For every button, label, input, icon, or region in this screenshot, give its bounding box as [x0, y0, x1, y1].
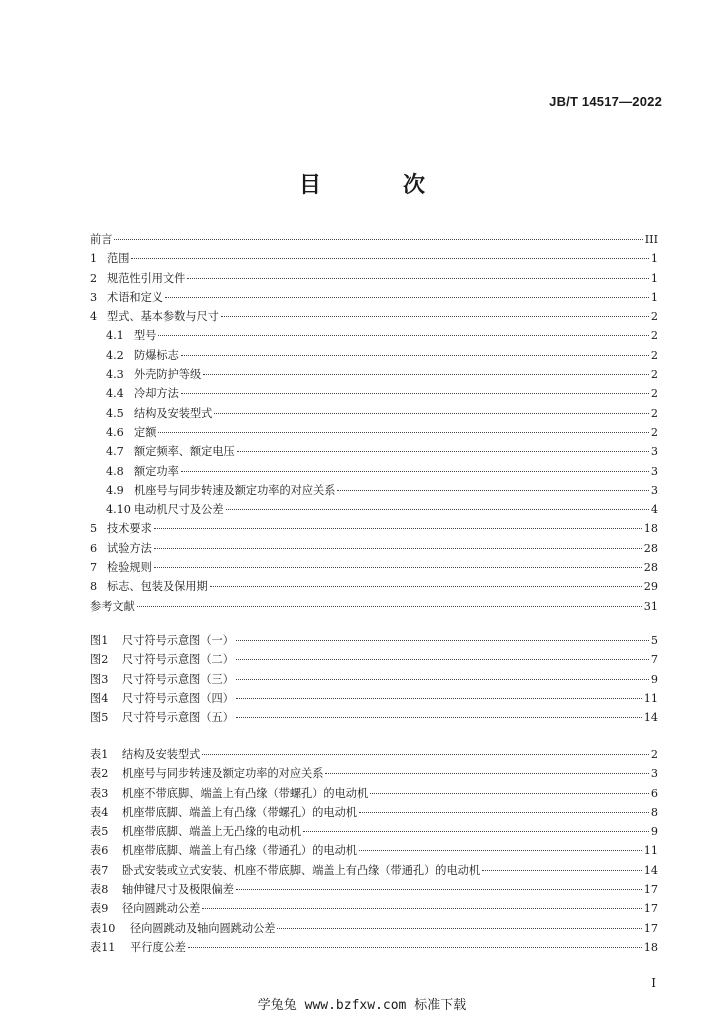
toc-entry-page: 4 — [650, 503, 658, 517]
toc-entry-number: 5 — [90, 522, 98, 536]
toc-entry-number: 图5 — [90, 711, 109, 725]
toc-entry-page: 11 — [643, 844, 658, 858]
toc-entry-number: 4.10 — [106, 503, 131, 517]
dot-leader — [359, 850, 642, 851]
toc-entry-label: 尺寸符号示意图（一） — [122, 634, 234, 647]
toc-entry-page: 2 — [650, 348, 658, 362]
toc-entry-label: 机座号与同步转速及额定功率的对应关系 — [134, 483, 336, 497]
toc-entry-number: 4 — [90, 310, 98, 324]
toc-entry-label: 机座带底脚、端盖上无凸缘的电动机 — [122, 825, 302, 839]
toc-entry-page: 29 — [643, 580, 658, 594]
dot-leader — [158, 335, 648, 336]
toc-entry-label: 卧式安装或立式安装、机座不带底脚、端盖上有凸缘（带通孔）的电动机 — [122, 863, 481, 877]
page-title: 目 次 — [298, 173, 455, 198]
toc-entry-page: 9 — [650, 672, 658, 686]
toc-entry-number: 6 — [90, 541, 98, 555]
toc-entry-page: 1 — [650, 271, 658, 285]
toc-entry-page: 8 — [650, 805, 658, 819]
dot-leader — [214, 413, 649, 414]
toc-entry-label: 机座号与同步转速及额定功率的对应关系 — [122, 767, 324, 781]
toc-entry-number: 表2 — [90, 767, 109, 781]
toc-entry[interactable] — [90, 577, 658, 596]
dot-leader — [165, 297, 649, 298]
toc-entry[interactable] — [90, 919, 658, 938]
toc-entry-page: 2 — [650, 310, 658, 324]
toc-entry[interactable] — [90, 708, 658, 727]
toc-entry-label: 尺寸符号示意图（四） — [122, 691, 234, 705]
toc-entry-page: 2 — [650, 748, 658, 761]
dot-leader — [221, 316, 649, 317]
toc-entry-label: 试验方法 — [107, 541, 152, 555]
toc-entry-label: 额定功率 — [134, 464, 179, 478]
toc-entry[interactable] — [90, 288, 658, 307]
toc-entry-page: 18 — [643, 522, 658, 536]
dot-leader — [181, 471, 649, 472]
dot-leader — [137, 606, 642, 607]
dot-leader — [277, 928, 641, 929]
toc-entry-page: 2 — [650, 387, 658, 401]
toc-entry[interactable] — [90, 880, 658, 899]
dot-leader — [154, 567, 642, 568]
toc-entry[interactable] — [90, 539, 658, 558]
toc-entry-number: 图2 — [90, 653, 109, 667]
toc-entry[interactable] — [90, 784, 658, 803]
toc-entry[interactable] — [90, 365, 658, 384]
toc-entry-page: 1 — [650, 252, 658, 266]
toc-entry[interactable] — [90, 670, 658, 689]
toc-entry-page: 7 — [650, 653, 658, 667]
toc-entry-label: 参考文献 — [90, 599, 135, 613]
toc-entry[interactable] — [90, 597, 658, 616]
toc-entry-page: 28 — [643, 561, 658, 575]
toc-entry-label: 规范性引用文件 — [107, 271, 186, 285]
dot-leader — [158, 432, 648, 433]
toc-entry[interactable] — [90, 558, 658, 577]
dot-leader — [236, 659, 649, 660]
toc-entry[interactable] — [90, 307, 658, 326]
dot-leader — [202, 754, 649, 755]
toc-entry-label: 径向圆跳动及轴向圆跳动公差 — [130, 921, 276, 935]
standard-code: JB/T 14517—2022 — [549, 94, 662, 109]
dot-leader — [370, 793, 649, 794]
toc-entry[interactable] — [90, 841, 658, 860]
toc-entry[interactable] — [90, 650, 658, 669]
toc-entry-page: 14 — [643, 863, 658, 877]
dot-leader — [236, 679, 649, 680]
toc-entry-label: 型式、基本参数与尺寸 — [107, 310, 219, 324]
dot-leader — [181, 355, 649, 356]
toc-entry-label: 型号 — [134, 329, 157, 343]
toc-entry-number: 8 — [90, 580, 98, 594]
toc-entry[interactable] — [90, 423, 658, 442]
page-number: I — [651, 976, 656, 990]
dot-leader — [236, 640, 649, 641]
dot-leader — [325, 773, 648, 774]
toc-entry[interactable] — [90, 404, 658, 423]
toc-entry-number: 表10 — [90, 921, 116, 935]
toc-entry-label: 机座带底脚、端盖上有凸缘（带螺孔）的电动机 — [122, 805, 357, 819]
toc-entry-number: 4.5 — [106, 406, 124, 420]
toc-entry-number: 1 — [90, 252, 98, 266]
toc-entry-number: 表5 — [90, 825, 109, 839]
toc-entry-number: 4.3 — [106, 368, 124, 382]
toc-entry-number: 4.2 — [106, 348, 124, 362]
toc-entry-page: 3 — [650, 483, 658, 497]
toc-entry-label: 外壳防护等级 — [134, 368, 202, 382]
toc-entry-page: 17 — [643, 883, 658, 897]
dot-leader — [337, 490, 648, 491]
toc-entry[interactable] — [90, 822, 658, 841]
toc-entry[interactable] — [90, 481, 658, 500]
toc-entry-label: 平行度公差 — [130, 940, 186, 954]
toc-entry[interactable] — [90, 346, 658, 365]
toc-entry[interactable] — [90, 519, 658, 538]
toc-figures-list — [90, 631, 658, 727]
toc-entry-label: 防爆标志 — [134, 348, 179, 362]
toc-entry-number: 3 — [90, 290, 98, 304]
toc-entry-label: 标志、包装及保用期 — [107, 580, 208, 594]
toc-entry[interactable] — [90, 462, 658, 481]
toc-entry-label: 尺寸符号示意图（二） — [122, 653, 234, 667]
toc-entry-label: 结构及安装型式 — [122, 748, 201, 761]
toc-entry-label: 电动机尺寸及公差 — [134, 503, 224, 517]
toc-entry-page: 3 — [650, 767, 658, 781]
toc-entry-number: 4.7 — [106, 445, 124, 459]
dot-leader — [203, 374, 649, 375]
toc-entry-label: 定额 — [134, 425, 157, 439]
toc-entry-number: 4.8 — [106, 464, 124, 478]
toc-entry-label: 机座带底脚、端盖上有凸缘（带通孔）的电动机 — [122, 844, 357, 858]
toc-entry-page: 3 — [650, 445, 658, 459]
toc-entry-page: 6 — [650, 786, 658, 800]
toc-tables-list — [90, 745, 658, 957]
toc-entry-number: 7 — [90, 561, 98, 575]
toc-entry-page: 2 — [650, 425, 658, 439]
toc-entry-label: 检验规则 — [107, 561, 152, 575]
dot-leader — [131, 258, 648, 259]
toc-entry-number: 表3 — [90, 786, 109, 800]
toc-entry[interactable] — [90, 861, 658, 880]
toc-entry-number: 4.4 — [106, 387, 124, 401]
toc-entry-label: 轴伸键尺寸及极限偏差 — [122, 883, 234, 897]
toc-entry-label: 冷却方法 — [134, 387, 179, 401]
footer-watermark: 学兔兔 www.bzfxw.com 标准下载 — [257, 998, 467, 1013]
toc-entry-number: 表8 — [90, 883, 109, 897]
toc-entry-number: 表1 — [90, 748, 109, 761]
toc-entry-number: 图4 — [90, 691, 109, 705]
dot-leader — [181, 393, 649, 394]
toc-entry-label: 尺寸符号示意图（三） — [122, 672, 234, 686]
toc-entry-page: III — [644, 233, 658, 246]
toc-entry[interactable] — [90, 326, 658, 345]
toc-entry[interactable] — [90, 745, 658, 764]
dot-leader — [359, 812, 649, 813]
dot-leader — [202, 908, 641, 909]
dot-leader — [236, 889, 642, 890]
dot-leader — [236, 698, 642, 699]
toc-entry-page: 17 — [643, 902, 658, 916]
dot-leader — [482, 870, 642, 871]
toc-entry-number: 表11 — [90, 940, 116, 954]
toc-entry-page: 14 — [643, 711, 658, 725]
toc-entry-page: 31 — [643, 599, 658, 613]
toc-entry[interactable] — [90, 764, 658, 783]
toc-entry-number: 表6 — [90, 844, 109, 858]
toc-entry-page: 28 — [643, 541, 658, 555]
dot-leader — [303, 831, 649, 832]
toc-entry[interactable] — [90, 899, 658, 918]
toc-entry-number: 图3 — [90, 672, 109, 686]
toc-sections-list — [90, 230, 658, 616]
toc-entry[interactable] — [90, 938, 658, 957]
toc-entry-page: 11 — [643, 691, 658, 705]
toc-entry-number: 表7 — [90, 863, 109, 877]
toc-entry-label: 前言 — [90, 233, 113, 246]
toc-entry-label: 径向圆跳动公差 — [122, 902, 201, 916]
toc-entry-page: 5 — [650, 634, 658, 647]
toc-entry-page: 2 — [650, 329, 658, 343]
toc-entry-label: 术语和定义 — [107, 290, 163, 304]
toc-entry[interactable] — [90, 442, 658, 461]
dot-leader — [210, 586, 642, 587]
toc-entry[interactable] — [90, 500, 658, 519]
toc-entry-page: 2 — [650, 368, 658, 382]
toc-entry-page: 17 — [643, 921, 658, 935]
toc-entry-label: 尺寸符号示意图（五） — [122, 711, 234, 725]
toc-entry-number: 4.9 — [106, 483, 124, 497]
toc-entry-number: 表4 — [90, 805, 109, 819]
toc-entry-page: 3 — [650, 464, 658, 478]
toc-entry[interactable] — [90, 230, 658, 249]
toc-entry-number: 2 — [90, 271, 98, 285]
toc-entry[interactable] — [90, 269, 658, 288]
toc-entry[interactable] — [90, 384, 658, 403]
toc-entry-number: 4.6 — [106, 425, 124, 439]
toc-entry-number: 表9 — [90, 902, 109, 916]
toc-entry[interactable] — [90, 803, 658, 822]
dot-leader — [187, 278, 649, 279]
dot-leader — [226, 509, 649, 510]
dot-leader — [236, 717, 642, 718]
dot-leader — [188, 947, 642, 948]
toc-entry-label: 范围 — [107, 252, 130, 266]
toc-entry-number: 4.1 — [106, 329, 124, 343]
dot-leader — [237, 451, 649, 452]
toc-entry-page: 9 — [650, 825, 658, 839]
toc-entry-number: 图1 — [90, 634, 109, 647]
toc-entry-page: 1 — [650, 290, 658, 304]
dot-leader — [154, 528, 642, 529]
toc-entry[interactable] — [90, 689, 658, 708]
toc-entry-label: 结构及安装型式 — [134, 406, 213, 420]
toc-entry-page: 18 — [643, 940, 658, 954]
toc-entry-label: 机座不带底脚、端盖上有凸缘（带螺孔）的电动机 — [122, 786, 369, 800]
dot-leader — [114, 239, 642, 240]
toc-entry-page: 2 — [650, 406, 658, 420]
toc-entry[interactable] — [90, 631, 658, 650]
toc-entry[interactable] — [90, 249, 658, 268]
dot-leader — [154, 548, 642, 549]
toc-entry-label: 额定频率、额定电压 — [134, 445, 235, 459]
toc-entry-label: 技术要求 — [107, 522, 152, 536]
